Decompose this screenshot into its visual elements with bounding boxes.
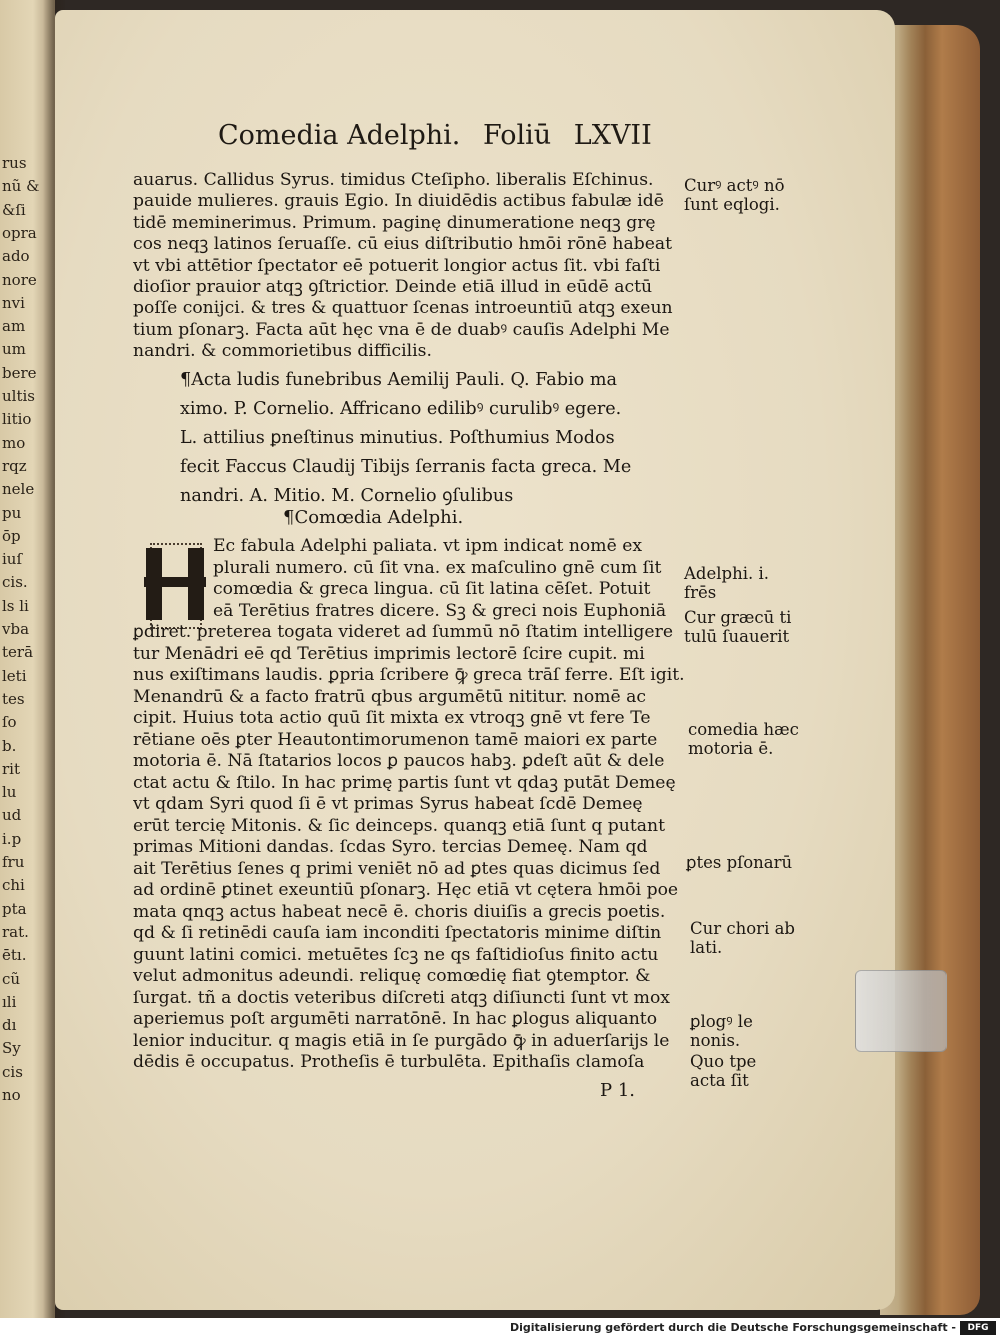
text-line: vt vbi attētior ſpectator eē potuerit longior actus ſit. vbi faſti [133,255,661,276]
text-line: ſurgat. tñ a doctis veteribus diſcreti atqꝫ diſiuncti ſunt vt mox [133,987,670,1008]
text-line: nandri. & commorietibus difficilis. [133,341,432,362]
running-head-title: Comedia Adelphi. [218,120,461,151]
text-line: ꝑdiret. preterea togata videret ad ſummū nō ſtatim intelligere [133,622,673,642]
text-line: dēdis ē occupatus. Protheſis ē turbulēta. Epithaſis clamoſa [133,1052,645,1072]
left-page-fragment: vba [2,620,30,638]
text-line: comœdia & greca lingua. cū ſit latina cēſet. Potuit [213,579,651,599]
left-page-fragment: i.p [2,829,22,848]
left-page-fragment: b. [2,736,17,755]
text-line: poſſe conijci. & tres & quattuor ſcenas introeuntiū atqꝫ exeun [133,298,673,319]
left-page-fragment: no [2,1086,21,1104]
text-line: ait Terētius ſenes q primi veniēt nō ad ꝑtes quas dicimus ſed [133,858,661,879]
text-line: qd & ſi retinēdi cauſa iam inconditi ſpectatoris minime diſtin [133,923,662,943]
marginal-note: Cur chori ab lati. [690,919,795,957]
text-line: tidē meminerimus. Primum. paginę dinumeratione neqꝫ grę [133,212,656,233]
page-marker-tab [855,970,947,1052]
marginal-note: comedia hæc motoria ē. [688,720,799,758]
text-line: velut admonitus adeundi. reliquę comœdię fiat ꝯtemptor. & [133,966,651,986]
paragraph-1 [133,170,685,363]
left-page-fragment: ōp [2,526,21,545]
text-line: guunt latini comici. metuētes ſcꝫ ne qs faſtidioſus finito actu [133,944,659,965]
left-page-fragment: am [2,317,26,336]
text-line: Menandrū & a facto fratrū qbus argumētū nititur. nomē ac [133,686,647,707]
text-line: ximo. P. Cornelio. Affricano edilibꝰ curulibꝰ egere. [180,399,622,419]
acta-note [180,366,631,511]
left-page-fragment: cis [2,1062,23,1081]
text-line: cipit. Huius tota actio quū ſit mixta ex vtroqꝫ gnē vt fere Te [133,708,651,728]
text-line: ctat actu & ſtilo. In hac primę partis ſunt vt qdaꝫ putāt Demeę [133,772,676,793]
footer-credit: Digitalisierung gefördert durch die Deutsche Forschungsgemeinschaft - [509,1321,956,1334]
text-line: erūt tercię Mitonis. & ſic deinceps. quanqꝫ etiā ſunt q putant [133,815,666,836]
text-line: vt qdam Syri quod ſi ē vt primas Syrus habeat ſcdē Demeę [133,794,643,814]
text-line: eā Terētius fratres dicere. Sꝫ & greci nois Euphoniā [213,600,667,621]
text-line: mata qnqꝫ actus habeat necē ē. choris diuiſis a grecis poetis. [133,901,666,922]
text-line: tium pſonarꝫ. Facta aūt hęc vna ē de duabꝰ cauſis Adelphi Me [133,319,670,340]
text-line: lenior inducitur. q magis etiā in ſe purgādo ꝙ̄ in aduerſarijs le [133,1030,670,1051]
left-page-fragment: nũ & [2,177,40,196]
running-head [218,120,666,151]
text-line: dioſior prauior atqꝫ ꝯſtrictior. Deinde etiā illud in eūdē actū [133,277,653,298]
left-page-fragment: nvi [2,293,25,312]
text-line: motoria ē. Nā ſtatarios locos ꝑ paucos habꝫ. ꝑdeſt aūt & dele [133,751,665,771]
section-heading: ¶Comœdia Adelphi. [283,507,464,528]
dfg-logo: DFG [960,1321,996,1335]
text-line: aperiemus poſt argumēti narratōnē. In hac ꝑlogus aliquanto [133,1009,658,1029]
left-page-fragment: ado [2,247,30,266]
paragraph-2 [133,536,693,1074]
left-page-fragment: iuſ [2,550,23,569]
left-page-fragment: opra [2,223,37,242]
footer-bar [0,1318,1000,1338]
left-page-fragment: pu [2,503,22,522]
left-page-fragment: ud [2,806,22,825]
left-page-fragment: pta [2,899,27,918]
left-page-fragment: cũ [2,969,21,988]
left-page-fragment: ultis [2,387,35,405]
left-page-fragment: lu [2,783,17,802]
left-page-fragment: leti [2,666,27,685]
text-line: cos neqꝫ latinos ſeruaſſe. cū eius diſtributio hmōi rōnē habeat [133,234,673,255]
left-page-fragment: ls li [2,596,29,615]
text-line: Ec fabula Adelphi paliata. vt ipm indicat nomē ex [213,536,643,556]
left-page-fragment: litio [2,410,32,429]
left-page-fragment: dı [2,1016,17,1035]
left-page-fragment: mo [2,433,26,452]
left-page-fragment: tes [2,689,25,708]
left-page-fragment: bere [2,363,37,382]
signature-mark: P 1. [600,1080,636,1101]
text-line: ¶Acta ludis funebribus Aemilij Pauli. Q. Fabio ma [180,370,617,390]
marginal-note: Curꝰ actꝰ nō ſunt eqlogi. [684,176,785,214]
left-page-fragment: terā [2,643,34,662]
text-line: L. attilius ꝑneſtinus minutius. Poſthumius Modos [180,428,615,448]
book-cover-edge [880,25,980,1315]
left-page-fragment: nele [2,480,35,499]
left-page-fragment: chi [2,876,25,895]
left-page-fragment: rus [2,154,27,172]
left-page-fragment: ētı. [2,946,27,965]
marginal-note: Adelphi. i. frēs [684,564,769,602]
text-line: auarus. Callidus Syrus. timidus Cteſipho. liberalis Eſchinus. [133,170,654,190]
left-page-fragment: ſo [2,713,17,732]
marginal-note: ꝑtes pſonarū [686,853,793,872]
marginal-note: Quo tpe acta ſit [690,1052,757,1090]
text-line: rētiane oēs ꝑter Heautontimorumenon tamē maiori ex parte [133,729,658,750]
left-page-fragment: um [2,340,26,359]
text-line: nandri. A. Mitio. M. Cornelio ꝯſulibus [180,486,514,506]
left-page-fragment: ıli [2,992,17,1011]
text-line: fecit Faccus Claudij Tibijs ſerranis facta greca. Me [180,457,632,477]
left-page-fragment: cis. [2,573,28,592]
text-line: ad ordinē ꝑtinet exeuntiū pſonarꝫ. Hęc etiā vt cętera hmōi poe [133,880,679,900]
text-line: nus exiſtimans laudis. ꝑpria ſcribere ꝙ̄ greca trāſ ferre. Eſt igit. [133,665,685,685]
text-line: plurali numero. cū ſit vna. ex maſculino gnē cum ſit [213,557,662,578]
text-line: pauide mulieres. grauis Egio. In diuidēdis actibus fabulæ idē [133,191,664,212]
marginal-note: ꝑlogꝰ le nonis. [690,1012,753,1050]
marginal-note: Cur græcū ti tulū ſuauerit [684,608,792,646]
text-line: primas Mitioni dandas. ſcdas Syro. tercias Demeę. Nam qd [133,837,648,857]
left-page-fragment: rit [2,759,20,778]
left-page-fragment: rat. [2,922,29,941]
left-page-fragment: rqz [2,456,27,475]
left-page-fragment: nore [2,270,37,289]
text-line: tur Menādri eē qd Terētius imprimis lectorē ſcire cupit. mi [133,643,645,664]
left-page-fragment: &ſi [2,200,26,219]
left-page-fragment: Sy [2,1039,21,1058]
running-head-folio-word: Foliū [482,120,552,151]
left-page-fragment: fru [2,853,25,871]
running-head-folio-number: LXVII [573,120,652,151]
